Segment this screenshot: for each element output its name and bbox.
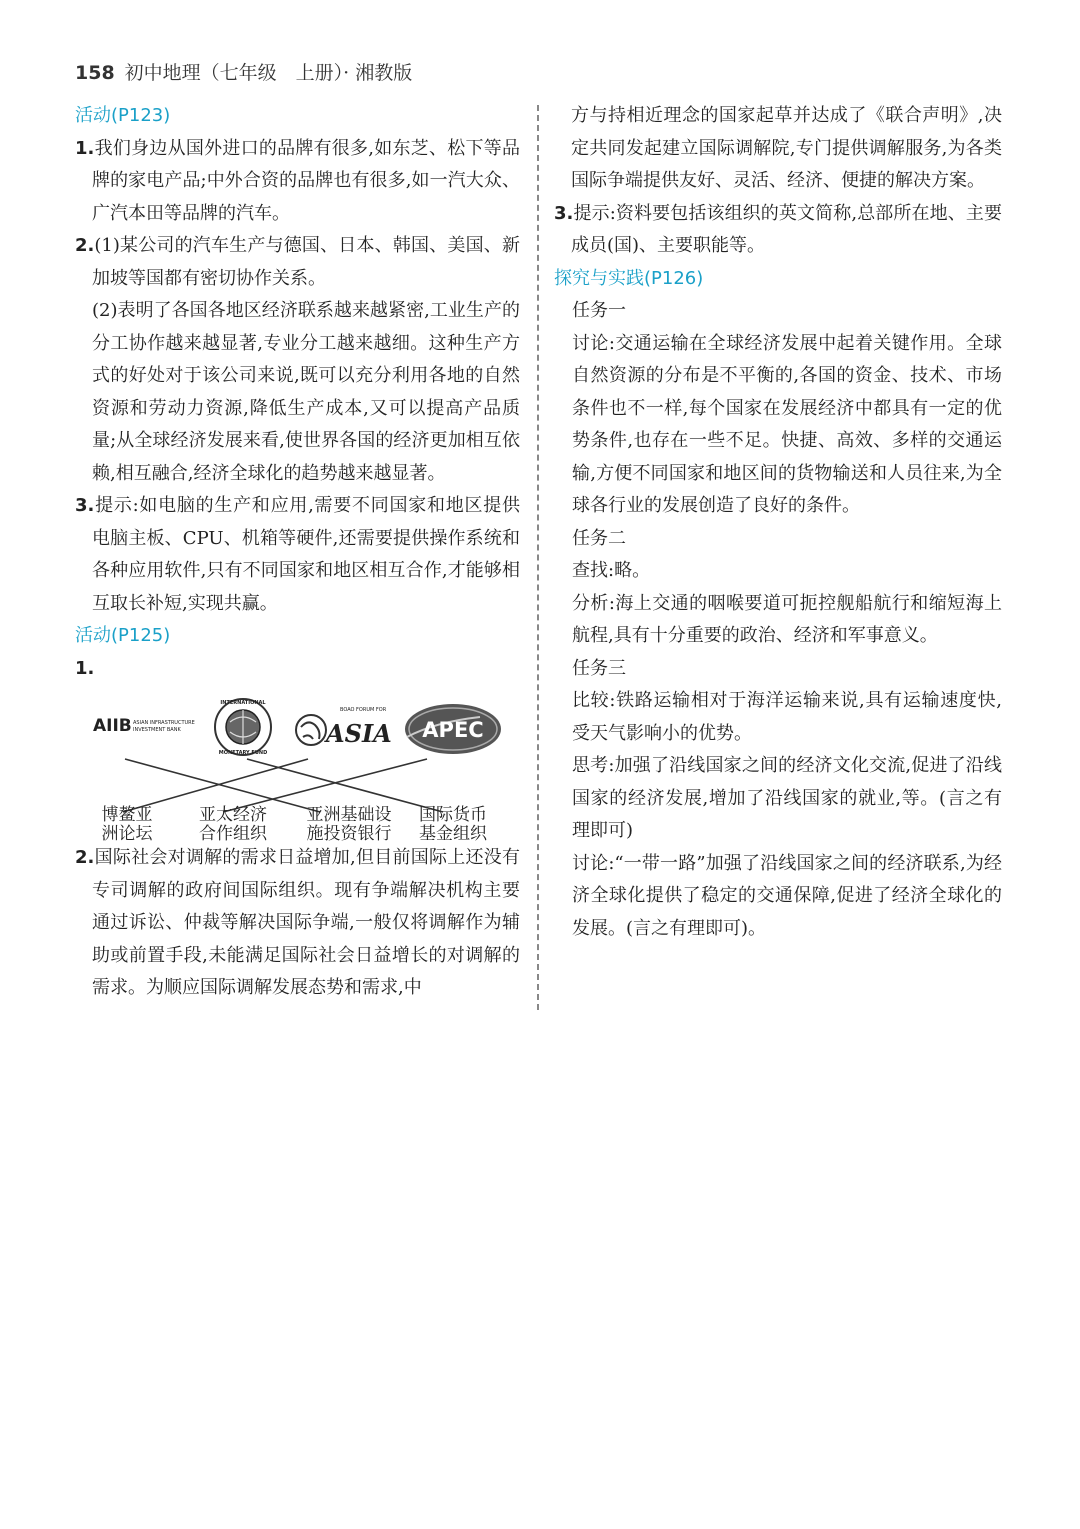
task-2-analysis: 分析:海上交通的咽喉要道可扼控舰船航行和缩短海上航程,具有十分重要的政治、经济和军事意义。 xyxy=(572,592,1002,646)
task-3-heading: 任务三 xyxy=(572,657,626,679)
task-2-find: 查找:略。 xyxy=(572,560,651,581)
caption-boao-forum: 博鳌亚洲论坛 xyxy=(101,805,153,844)
task-1-discussion: 讨论:交通运输在全球经济发展中起着关键作用。全球自然资源的分布是不平衡的,各国的资金、技术、市场条件也不一样,每个国家在发展经济中都具有一定的优势条件,也存在一些不足。快捷、高效、多样的交通运输,方便不同国家和地区间的货物输送和人员往来,为全球各行业的发展创造了良好的条件。 xyxy=(572,332,1002,516)
svg-text:MONETARY FUND: MONETARY FUND xyxy=(218,750,268,756)
answer-item-3-hint xyxy=(554,198,1002,263)
left-column xyxy=(75,100,520,1005)
boao-forum-logo xyxy=(296,707,392,748)
page-header xyxy=(75,58,412,85)
book-title: 初中地理（七年级 上册）· 湘教版 xyxy=(124,62,413,84)
item-text: 我们身边从国外进口的品牌有很多,如东芝、松下等品牌的家电产品;中外合资的品牌也有很多,如一汽大众、广汽本田等品牌的汽车。 xyxy=(92,137,520,224)
apec-logo xyxy=(405,704,501,754)
figure-item-number: 1. xyxy=(75,657,95,679)
column-divider xyxy=(537,105,539,1010)
svg-text:INTERNATIONAL: INTERNATIONAL xyxy=(220,700,266,706)
caption-aiib: 亚洲基础设施投资银行 xyxy=(306,805,392,844)
answer-item-3 xyxy=(75,490,520,620)
section-heading-explore-practice: 探究与实践(P126) xyxy=(554,267,704,289)
svg-text:BOAO FORUM FOR: BOAO FORUM FOR xyxy=(340,707,387,713)
item-text: (1)某公司的汽车生产与德国、日本、韩国、美国、新加坡等国都有密切协作关系。 xyxy=(92,235,520,289)
caption-imf: 国际货币基金组织 xyxy=(419,805,487,844)
right-column xyxy=(554,100,1002,945)
answer-item-2 xyxy=(75,230,520,295)
organization-matching-figure xyxy=(75,687,520,842)
item-text: 国际社会对调解的需求日益增加,但目前国际上还没有专司调解的政府间国际组织。现有争端解决机构主要通过诉讼、仲裁等解决国际争端,一般仅将调解作为辅助或前置手段,未能满足国际社会日益增长的对调解的需求。为顺应国际调解发展态势和需求,中 xyxy=(92,847,520,998)
imf-logo xyxy=(215,699,271,756)
item-text: 提示:资料要包括该组织的英文简称,总部所在地、主要成员(国)、主要职能等。 xyxy=(571,202,1002,256)
page-number: 158 xyxy=(75,62,115,84)
answer-item-2-continued: 方与持相近理念的国家起草并达成了《联合声明》,决定共同发起建立国际调解院,专门提供调解服务,为各类国际争端提供友好、灵活、经济、便捷的解决方案。 xyxy=(571,105,1002,191)
item-number: 3. xyxy=(75,495,95,516)
section-heading-activity-p123: 活动(P123) xyxy=(75,105,171,126)
svg-text:INVESTMENT BANK: INVESTMENT BANK xyxy=(133,727,181,733)
task-2-heading: 任务二 xyxy=(572,527,626,549)
task-3-discussion: 讨论:“一带一路”加强了沿线国家之间的经济联系,为经济全球化提供了稳定的交通保障,促进了经济全球化的发展。(言之有理即可)。 xyxy=(572,852,1002,939)
item-number: 2. xyxy=(75,235,95,256)
task-1-heading: 任务一 xyxy=(572,300,626,321)
matching-lines xyxy=(123,759,443,812)
answer-item-1 xyxy=(75,133,520,231)
item-number: 3. xyxy=(554,202,574,224)
caption-apec: 亚太经济合作组织 xyxy=(199,805,267,844)
svg-text:ASIA: ASIA xyxy=(326,719,392,748)
aiib-logo xyxy=(93,716,195,736)
task-3-compare: 比较:铁路运输相对于海洋运输来说,具有运输速度快,受天气影响小的优势。 xyxy=(572,690,1002,744)
item-number: 1. xyxy=(75,137,95,159)
section-heading-activity-p125: 活动(P125) xyxy=(75,625,171,646)
svg-text:AIIB: AIIB xyxy=(93,716,132,736)
svg-text:ASIAN INFRASTRUCTURE: ASIAN INFRASTRUCTURE xyxy=(133,720,195,726)
svg-text:APEC: APEC xyxy=(422,718,484,742)
answer-item-2-part-2: (2)表明了各国各地区经济联系越来越紧密,工业生产的分工协作越来越显著,专业分工越来越细。这种生产方式的好处对于该公司来说,既可以充分利用各地的自然资源和劳动力资源,降低生产成本,又可以提高产品质量;从全球经济发展来看,使世界各国的经济更加相互依赖,相互融合,经济全球化的趋势越来越显著。 xyxy=(92,300,520,484)
item-number: 2. xyxy=(75,847,95,868)
item-text: 提示:如电脑的生产和应用,需要不同国家和地区提供电脑主板、CPU、机箱等硬件,还需要提供操作系统和各种应用软件,只有不同国家和地区相互合作,才能够相互取长补短,实现共赢。 xyxy=(92,495,520,614)
task-3-think: 思考:加强了沿线国家之间的经济文化交流,促进了沿线国家的经济发展,增加了沿线国家的就业,等。(言之有理即可) xyxy=(572,755,1002,841)
answer-item-2-mediation xyxy=(75,842,520,1005)
